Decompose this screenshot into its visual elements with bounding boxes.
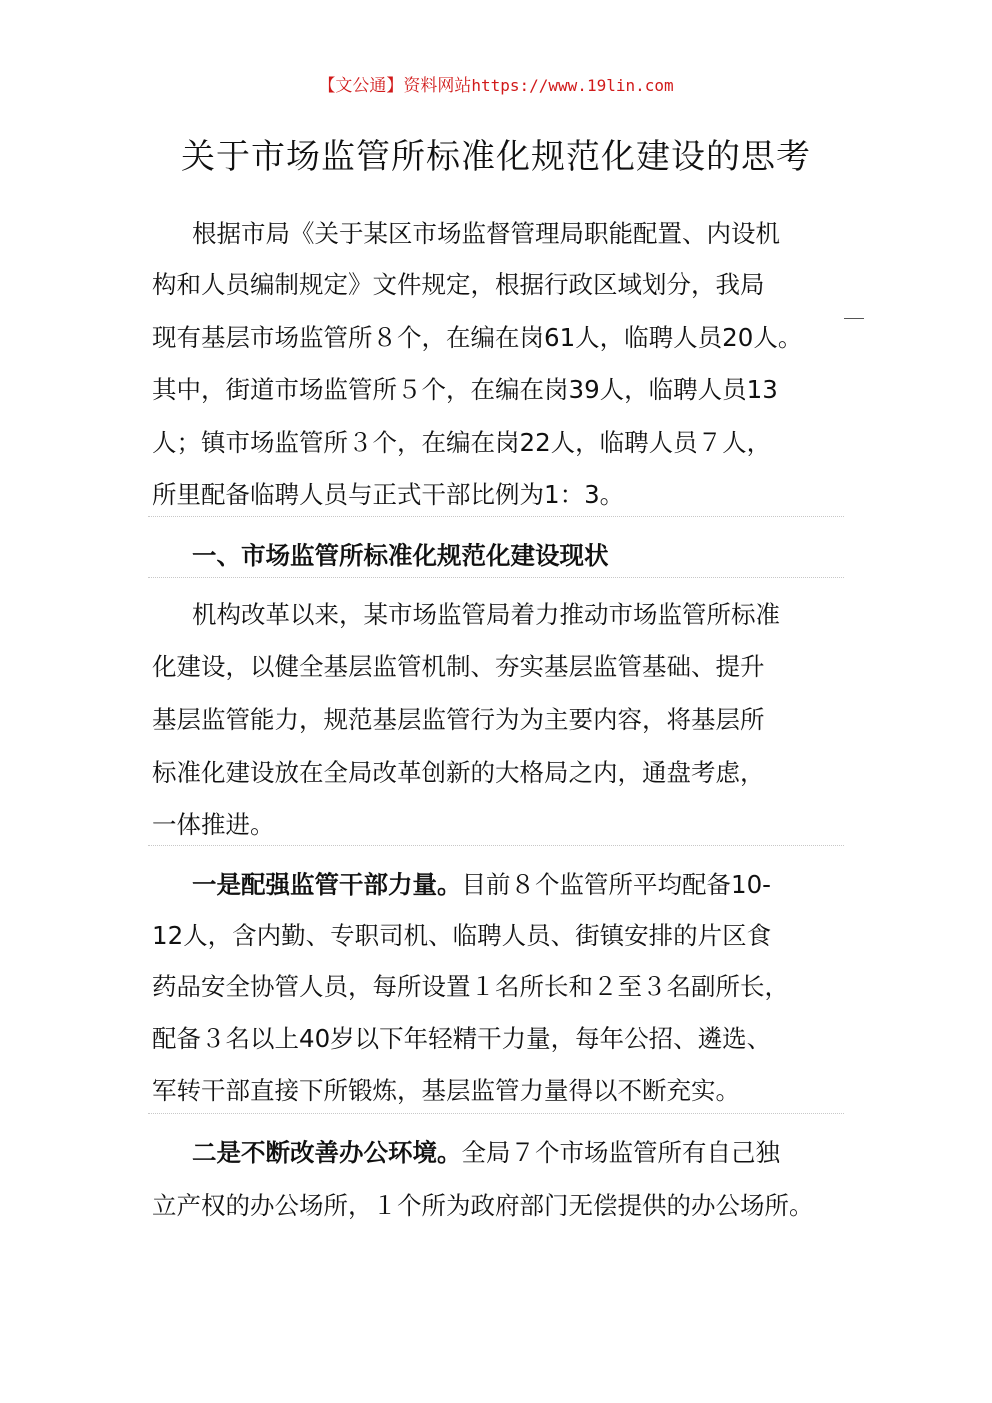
paragraph2-line1: 机构改革以来，某市场监管局着力推动市场监管所标准 [192,600,780,629]
paragraph4-lead: 二是不断改善办公环境。 [192,1138,462,1167]
separator [148,516,844,517]
paragraph4-line1-rest: 全局７个市场监管所有自己独 [461,1138,780,1167]
paragraph1-line5: 人；镇市场监管所３个，在编在岗22人，临聘人员７人， [152,428,772,457]
paragraph4-line1 [152,1136,872,1170]
paragraph2-line5: 一体推进。 [152,810,275,839]
header-brand: 【文公通】资料网站 [318,76,472,96]
separator [148,1113,844,1114]
header-banner [0,74,992,98]
paragraph2-line2: 化建设，以健全基层监管机制、夯实基层监管基础、提升 [152,652,765,681]
paragraph3-line5: 军转干部直接下所锻炼，基层监管力量得以不断充实。 [152,1076,740,1105]
document-title: 关于市场监管所标准化规范化建设的思考 [181,137,811,177]
paragraph2-line3: 基层监管能力，规范基层监管行为为主要内容，将基层所 [152,705,765,734]
paragraph1-line2: 构和人员编制规定》文件规定，根据行政区域划分，我局 [152,270,765,299]
separator [148,577,844,578]
paragraph2-line4: 标准化建设放在全局改革创新的大格局之内，通盘考虑， [152,758,765,787]
paragraph3-line4: 配备３名以上40岁以下年轻精干力量，每年公招、遴选、 [152,1024,772,1053]
paragraph3-line1-rest: 目前８个监管所平均配备10- [461,870,772,899]
header-url[interactable]: https://www.19lin.com [471,76,674,95]
paragraph1-line3: 现有基层市场监管所８个，在编在岗61人，临聘人员20人。 [152,323,803,352]
section1-heading: 一、市场监管所标准化规范化建设现状 [192,541,609,570]
paragraph3-lead: 一是配强监管干部力量。 [192,870,462,899]
paragraph1-line4: 其中，街道市场监管所５个，在编在岗39人，临聘人员13 [152,375,778,404]
paragraph3-line3: 药品安全协管人员，每所设置１名所长和２至３名副所长， [152,972,789,1001]
paragraph4-line2: 立产权的办公场所，１个所为政府部门无偿提供的办公场所。 [152,1191,814,1220]
paragraph1-line6: 所里配备临聘人员与正式干部比例为1：3。 [152,480,625,509]
margin-mark [844,318,864,319]
paragraph3-line2: 12人，含内勤、专职司机、临聘人员、街镇安排的片区食 [152,921,772,950]
separator [148,845,844,846]
paragraph3-line1 [152,868,872,902]
paragraph1-line1: 根据市局《关于某区市场监督管理局职能配置、内设机 [192,219,780,248]
